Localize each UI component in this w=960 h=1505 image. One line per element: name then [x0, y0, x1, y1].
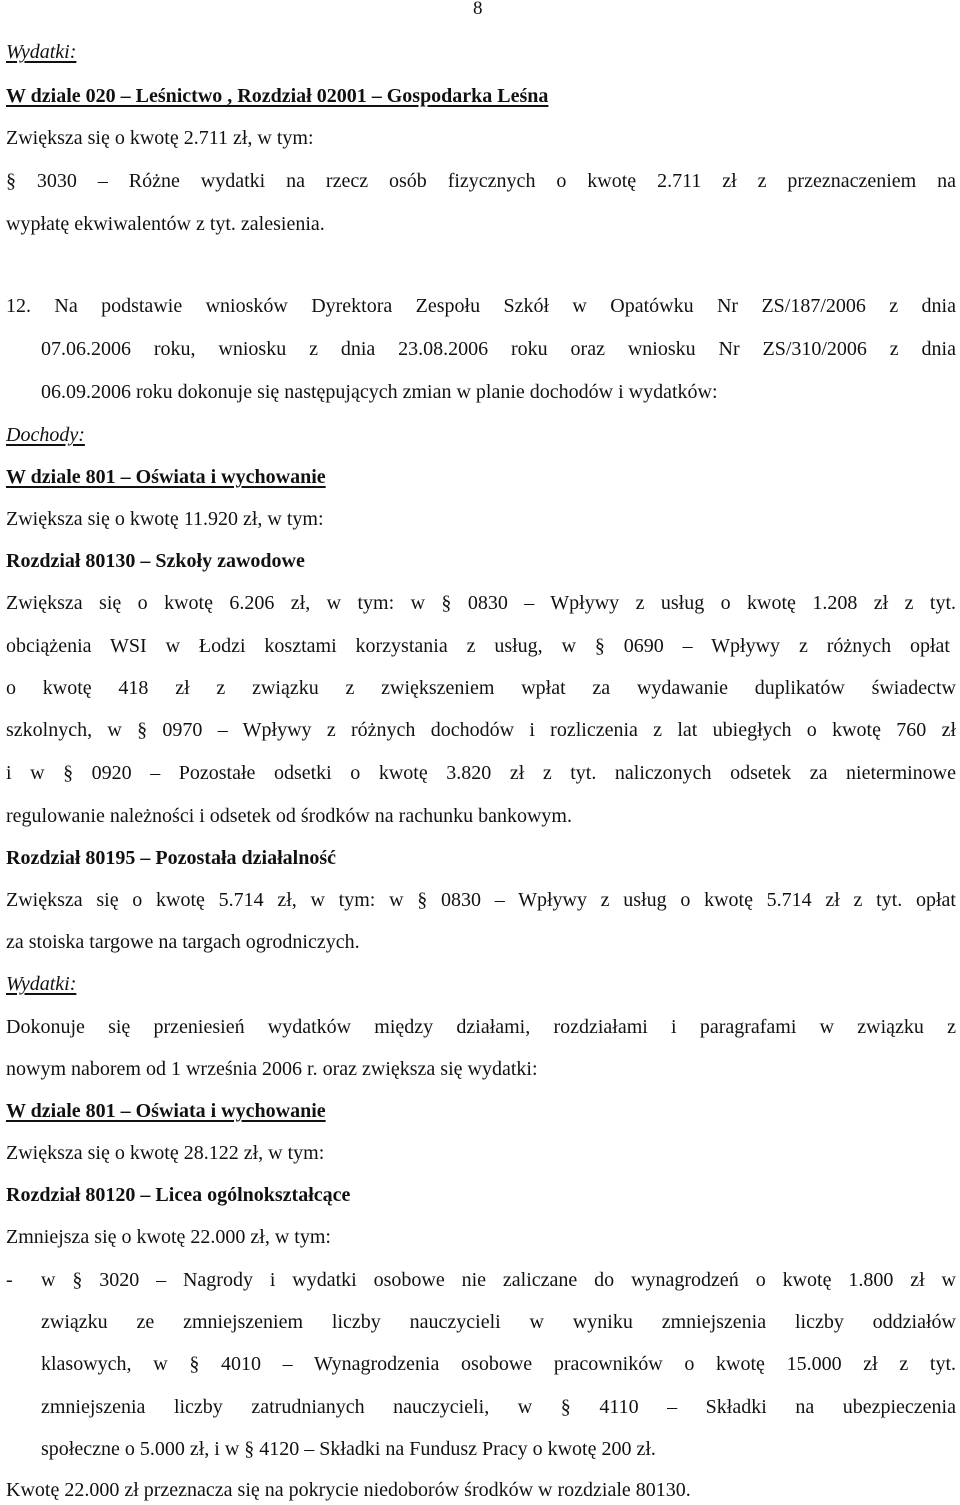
- list-item-line: związku ze zmniejszeniem liczby nauczycieli w wyniku zmniejszenia liczby oddziałów: [41, 1311, 956, 1333]
- text-line: 06.09.2006 roku dokonuje się następujących zmian w planie dochodów i wydatków:: [41, 381, 718, 403]
- text-line: Zwiększa się o kwotę 28.122 zł, w tym:: [6, 1142, 325, 1164]
- section-heading-wydatki: Wydatki:: [6, 973, 77, 995]
- text-line: i w § 0920 – Pozostałe odsetki o kwotę 3.820 zł z tyt. naliczonych odsetek za nieterminowe: [6, 762, 956, 784]
- text-line: wypłatę ekwiwalentów z tyt. zalesienia.: [6, 213, 325, 235]
- rozdzial-heading: Rozdział 80195 – Pozostała działalność: [6, 847, 336, 869]
- page-number: 8: [473, 0, 483, 19]
- list-item-line: społeczne o 5.000 zł, i w § 4120 – Składki na Fundusz Pracy o kwotę 200 zł.: [41, 1438, 656, 1460]
- text-line: Dokonuje się przeniesień wydatków między działami, rozdziałami i paragrafami w związku z: [6, 1016, 956, 1038]
- text-line: Zwiększa się o kwotę 2.711 zł, w tym:: [6, 127, 314, 149]
- numbered-paragraph: 12. Na podstawie wniosków Dyrektora Zespołu Szkół w Opatówku Nr ZS/187/2006 z dnia: [6, 295, 956, 317]
- list-item-line: zmniejszenia liczby zatrudnianych nauczycieli, w § 4110 – Składki na ubezpieczenia: [41, 1396, 956, 1418]
- list-item-line: klasowych, w § 4010 – Wynagrodzenia osobowe pracowników o kwotę 15.000 zł z tyt.: [41, 1353, 956, 1375]
- section-heading-dochody: Dochody:: [6, 424, 85, 446]
- text-line: Kwotę 22.000 zł przeznacza się na pokrycie niedoborów środków w rozdziale 80130.: [6, 1479, 691, 1501]
- text-line: Zwiększa się o kwotę 11.920 zł, w tym:: [6, 508, 324, 530]
- text-line: Zmniejsza się o kwotę 22.000 zł, w tym:: [6, 1226, 331, 1248]
- list-dash: -: [6, 1269, 13, 1291]
- rozdzial-heading: Rozdział 80120 – Licea ogólnokształcące: [6, 1184, 351, 1206]
- text-line: 07.06.2006 roku, wniosku z dnia 23.08.2006 roku oraz wniosku Nr ZS/310/2006 z dnia: [41, 338, 956, 360]
- dzial-heading: W dziale 801 – Oświata i wychowanie: [6, 1100, 326, 1122]
- list-item-line: w § 3020 – Nagrody i wydatki osobowe nie zaliczane do wynagrodzeń o kwotę 1.800 zł w: [41, 1269, 956, 1291]
- dzial-heading: W dziale 801 – Oświata i wychowanie: [6, 466, 326, 488]
- text-line: § 3030 – Różne wydatki na rzecz osób fizycznych o kwotę 2.711 zł z przeznaczeniem na: [6, 170, 956, 192]
- text-line: o kwotę 418 zł z związku z zwiększeniem wpłat za wydawanie duplikatów świadectw: [6, 677, 956, 699]
- text-line: za stoiska targowe na targach ogrodniczych.: [6, 931, 360, 953]
- text-line: nowym naborem od 1 września 2006 r. oraz zwiększa się wydatki:: [6, 1058, 538, 1080]
- dzial-heading: W dziale 020 – Leśnictwo , Rozdział 02001 – Gospodarka Leśna: [6, 85, 549, 107]
- section-heading-wydatki: Wydatki:: [6, 41, 77, 63]
- text-line: Zwiększa się o kwotę 5.714 zł, w tym: w § 0830 – Wpływy z usług o kwotę 5.714 zł z tyt. opłat: [6, 889, 956, 911]
- text-line: szkolnych, w § 0970 – Wpływy z różnych dochodów i rozliczenia z lat ubiegłych o kwotę 760 zł: [6, 719, 956, 741]
- rozdzial-heading: Rozdział 80130 – Szkoły zawodowe: [6, 550, 305, 572]
- text-line: regulowanie należności i odsetek od środków na rachunku bankowym.: [6, 805, 572, 827]
- text-line: Zwiększa się o kwotę 6.206 zł, w tym: w § 0830 – Wpływy z usług o kwotę 1.208 zł z tyt.: [6, 592, 956, 614]
- text-line: obciążenia WSI w Łodzi kosztami korzystania z usług, w § 0690 – Wpływy z różnych opłat: [6, 635, 950, 657]
